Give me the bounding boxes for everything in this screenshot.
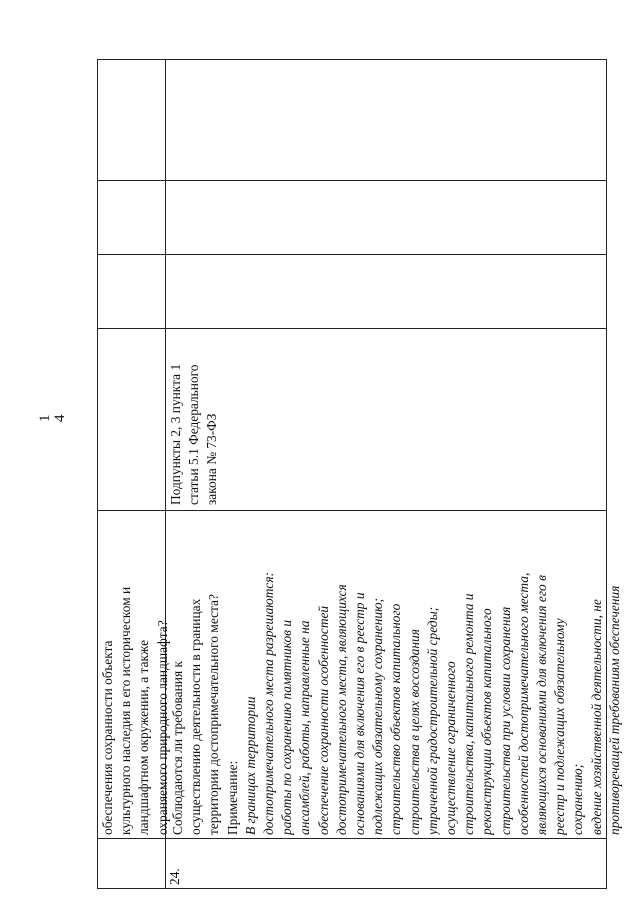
note-line: сохранению; bbox=[570, 763, 586, 835]
note-line: осуществление ограниченного bbox=[443, 661, 459, 835]
note-line: утраченной градостроительной среды; bbox=[424, 606, 440, 835]
column-divider bbox=[97, 510, 607, 511]
text-line: охраняемого природного ландшафта? bbox=[154, 620, 170, 835]
note-line: ведение хозяйственной деятельности, не bbox=[588, 599, 604, 835]
column-divider bbox=[97, 254, 607, 255]
column-divider bbox=[97, 838, 607, 839]
note-line: строительства в целях воссоздания bbox=[406, 629, 422, 835]
law-line: закона № 73-ФЗ bbox=[204, 413, 220, 505]
note-line: противоречащей требованиям обеспечения bbox=[606, 585, 622, 835]
note-heading: Примечание: bbox=[224, 760, 240, 835]
note-line: реконструкции объектов капитального bbox=[479, 608, 495, 835]
note-line: строительство объектов капитального bbox=[388, 603, 404, 835]
page-number bbox=[38, 415, 68, 423]
page-number-digit: 4 bbox=[52, 414, 68, 422]
note-line: подлежащих обязательному сохранению; bbox=[370, 598, 386, 835]
question-line: территории достопримечательного места? bbox=[206, 594, 222, 835]
note-line: достопримечательного места разрешаются: bbox=[261, 571, 277, 835]
checklist-table bbox=[97, 59, 622, 889]
law-line: статьи 5.1 Федерального bbox=[186, 364, 202, 505]
note-line: достопримечательного места, являющихся bbox=[333, 584, 349, 835]
page-number-digit: 1 bbox=[37, 414, 53, 422]
row-number: 24. bbox=[167, 868, 182, 885]
row-24-description bbox=[169, 515, 624, 835]
note-line: работы по сохранению памятников и bbox=[279, 619, 295, 835]
note-line: особенностей достопримечательного места, bbox=[515, 572, 531, 835]
row-24-legal-reference bbox=[167, 345, 222, 505]
note-line: ансамблей, работы, направленные на bbox=[297, 620, 313, 835]
table-border-right bbox=[97, 59, 607, 60]
note-line: строительства, капитального ремонта и bbox=[461, 593, 477, 835]
text-line: обеспечения сохранности объекта bbox=[100, 640, 115, 835]
column-divider bbox=[97, 180, 607, 181]
text-line: ландшафтном окружении, а также bbox=[136, 639, 152, 835]
question-line: Соблюдаются ли требования к bbox=[170, 661, 185, 835]
text-line: культурного наследия в его историческом и bbox=[118, 586, 134, 835]
note-line: В границах территории bbox=[242, 696, 258, 835]
note-line: являющихся основаниями для включения его в bbox=[534, 575, 550, 835]
note-line: основаниями для включения его в реестр и bbox=[352, 592, 368, 835]
note-line: обеспечение сохранности особенностей bbox=[315, 605, 331, 835]
question-line: осуществлению деятельности в границах bbox=[188, 598, 204, 835]
prev-row-description bbox=[99, 515, 172, 835]
table-border-top bbox=[97, 59, 98, 889]
note-line: строительства при условии сохранения bbox=[497, 606, 513, 835]
table-border-left bbox=[97, 888, 607, 889]
column-divider bbox=[97, 328, 607, 329]
note-line: реестр и подлежащих обязательному bbox=[552, 618, 568, 835]
law-line: Подпункты 2, 3 пункта 1 bbox=[168, 363, 183, 505]
